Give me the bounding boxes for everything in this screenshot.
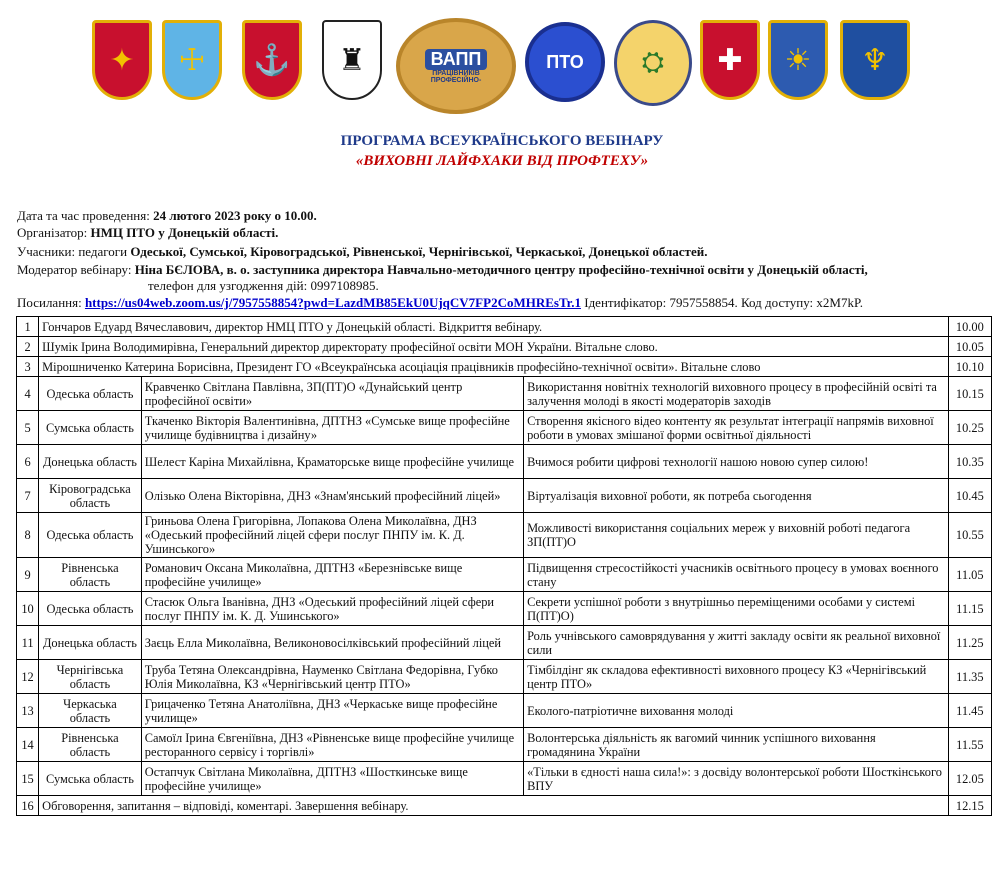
row-number: 11: [17, 626, 39, 660]
row-region: Одеська область: [39, 592, 142, 626]
row-speaker: Романович Оксана Миколаївна, ДПТНЗ «Березнівське вище професійне училище»: [141, 558, 523, 592]
row-speaker: Шелест Каріна Михайлівна, Краматорське вище професійне училище: [141, 445, 523, 479]
row-topic: Тімбілдінг як складова ефективності виховного процесу КЗ «Чернігівський центр ПТО»: [524, 660, 949, 694]
row-region: Рівненська область: [39, 728, 142, 762]
odesa-coat-of-arms-icon: ⚓: [242, 20, 302, 100]
row-time: 12.05: [948, 762, 991, 796]
row-speaker: Стасюк Ольга Іванівна, ДНЗ «Одеський професійний ліцей сфери послуг ПНПУ ім. К. Д. Ушинського»: [141, 592, 523, 626]
date-line: [17, 207, 992, 224]
table-row: [17, 377, 992, 411]
table-row: [17, 411, 992, 445]
row-region: Рівненська область: [39, 558, 142, 592]
row-region: Кіровоградська область: [39, 479, 142, 513]
row-number: 12: [17, 660, 39, 694]
row-number: 16: [17, 796, 39, 816]
row-speaker: Самоїл Ірина Євгеніївна, ДНЗ «Рівненське вище професійне училище ресторанного сервісу і торгівлі»: [141, 728, 523, 762]
row-time: 10.45: [948, 479, 991, 513]
moderator-line: [17, 261, 992, 278]
table-row: [17, 479, 992, 513]
row-number: 8: [17, 513, 39, 558]
table-row: [17, 558, 992, 592]
table-row: [17, 660, 992, 694]
row-region: Сумська область: [39, 411, 142, 445]
row-topic: Секрети успішної роботи з внутрішньо переміщеними особами у системі П(ПТ)О): [524, 592, 949, 626]
link-label: Посилання:: [17, 295, 82, 310]
row-number: 4: [17, 377, 39, 411]
moderator-label: Модератор вебінару:: [17, 262, 132, 277]
table-row: [17, 626, 992, 660]
row-number: 1: [17, 317, 39, 337]
kirovohrad-coat-of-arms-icon: ✦: [92, 20, 152, 100]
vapp-logo-icon: [396, 18, 516, 114]
table-row: [17, 337, 992, 357]
participants-line: [17, 243, 992, 260]
chernihiv-coat-of-arms-icon: ♜: [322, 20, 382, 100]
pto-logo-icon: [525, 22, 605, 102]
participants-label: Учасники:: [17, 244, 76, 259]
row-topic: Підвищення стресостійкості учасників освітнього процесу в умовах воєнного стану: [524, 558, 949, 592]
date-value: 24 лютого 2023 року о 10.00.: [153, 208, 317, 223]
row-speaker: Гриньова Олена Григорівна, Лопакова Олена Миколаївна, ДНЗ «Одеський професійний ліцей сфери послуг ПНПУ ім. К. Д. Ушинського»: [141, 513, 523, 558]
program-table-body: [17, 317, 992, 816]
row-region: Черкаська область: [39, 694, 142, 728]
row-speaker: Кравченко Світлана Павлівна, ЗП(ПТ)О «Дунайський центр професійної освіти»: [141, 377, 523, 411]
row-topic: Роль учнівського самоврядування у житті закладу освіти як реальної виховної сили: [524, 626, 949, 660]
table-row: [17, 357, 992, 377]
row-time: 10.15: [948, 377, 991, 411]
cherkasy-coat-of-arms-icon: ☀: [768, 20, 828, 100]
row-number: 14: [17, 728, 39, 762]
row-topic: Волонтерська діяльність як вагомий чинник успішного виховання громадянина України: [524, 728, 949, 762]
row-time: 10.05: [948, 337, 991, 357]
row-time: 10.55: [948, 513, 991, 558]
row-number: 13: [17, 694, 39, 728]
row-topic: Створення якісного відео контенту як результат інтеграції напрямів виховної роботи в умовах змішаної форми освітньої діяльності: [524, 411, 949, 445]
row-topic: Еколого-патріотичне виховання молоді: [524, 694, 949, 728]
row-number: 10: [17, 592, 39, 626]
table-row: [17, 694, 992, 728]
table-row: [17, 728, 992, 762]
donetsk-coat-of-arms-icon: ♆: [840, 20, 910, 100]
row-topic: Віртуалізація виховної роботи, як потреба сьогодення: [524, 479, 949, 513]
row-number: 5: [17, 411, 39, 445]
row-region: Донецька область: [39, 445, 142, 479]
row-time: 10.25: [948, 411, 991, 445]
table-row: [17, 445, 992, 479]
row-number: 2: [17, 337, 39, 357]
row-time: 10.00: [948, 317, 991, 337]
row-text: Обговорення, запитання – відповіді, коментарі. Завершення вебінару.: [39, 796, 949, 816]
row-region: Одеська область: [39, 377, 142, 411]
program-title: ПРОГРАМА ВСЕУКРАЇНСЬКОГО ВЕБІНАРУ: [340, 133, 664, 149]
vapp-line1: ПРАЦІВНИКІВ: [432, 69, 480, 77]
table-row: [17, 762, 992, 796]
meeting-id: Ідентифікатор: 7957558854. Код доступу: x2M7kP.: [584, 295, 863, 310]
row-number: 15: [17, 762, 39, 796]
moderator-phone: телефон для узгодження дій: 0997108985.: [148, 278, 379, 293]
participants-value: Одеської, Сумської, Кіровоградської, Рівненської, Чернігівської, Черкаської, Донецької областей.: [130, 244, 708, 259]
row-topic: Використання новітніх технологій виховного процесу в професійній освіті та залучення молоді в якості модераторів заходів: [524, 377, 949, 411]
moderator-value: Ніна БЄЛОВА, в. о. заступника директора Навчально-методичного центру професійно-технічної освіти у Донецькій області,: [134, 262, 868, 277]
organizer-label: Організатор:: [17, 225, 88, 240]
row-time: 11.45: [948, 694, 991, 728]
row-time: 11.15: [948, 592, 991, 626]
row-text: Шумік Ірина Володимирівна, Генеральний директор директорату професійної освіти МОН України. Вітальне слово.: [39, 337, 949, 357]
row-region: Чернігівська область: [39, 660, 142, 694]
logos-row: [0, 0, 1004, 120]
program-subtitle: «ВИХОВНІ ЛАЙФХАКИ ВІД ПРОФТЕХУ»: [355, 153, 649, 169]
organizer-value: НМЦ ПТО у Донецькій області.: [90, 225, 279, 240]
row-time: 11.25: [948, 626, 991, 660]
vapp-line2: ПРОФЕСІЙНО-: [430, 76, 482, 84]
row-region: Сумська область: [39, 762, 142, 796]
row-topic: Можливості використання соціальних мереж у виховній роботі педагога ЗП(ПТ)О: [524, 513, 949, 558]
pto-short: ПТО: [546, 51, 584, 72]
row-number: 9: [17, 558, 39, 592]
row-text: Мірошниченко Катерина Борисівна, Президент ГО «Всеукраїнська асоціація працівників професійно-технічної освіти». Вітальне слово: [39, 357, 949, 377]
row-speaker: Заєць Елла Миколаївна, Великоновосілківський професійний ліцей: [141, 626, 523, 660]
link-line: [17, 294, 992, 311]
rivne-coat-of-arms-icon: ✚: [700, 20, 760, 100]
row-time: 11.35: [948, 660, 991, 694]
program-table: [16, 316, 992, 816]
zoom-link[interactable]: https://us04web.zoom.us/j/7957558854?pwd=LazdMB85EkU0UjqCV7FP2CoMHREsTr.1: [84, 295, 581, 310]
row-speaker: Остапчук Світлана Миколаївна, ДПТНЗ «Шосткинське вище професійне училище»: [141, 762, 523, 796]
row-topic: «Тільки в єдності наша сила!»: з досвіду волонтерської роботи Шосткінського ВПУ: [524, 762, 949, 796]
row-topic: Вчимося робити цифрові технології нашою новою супер силою!: [524, 445, 949, 479]
table-row: [17, 796, 992, 816]
row-number: 3: [17, 357, 39, 377]
table-row: [17, 317, 992, 337]
nmc-pto-donetsk-logo-icon: ⛭: [614, 20, 692, 106]
table-row: [17, 592, 992, 626]
row-time: 11.05: [948, 558, 991, 592]
row-time: 11.55: [948, 728, 991, 762]
row-time: 10.10: [948, 357, 991, 377]
vapp-short: ВАПП: [425, 49, 488, 70]
row-time: 10.35: [948, 445, 991, 479]
row-speaker: Труба Тетяна Олександрівна, Науменко Світлана Федорівна, Губко Юлія Миколаївна, КЗ «Чернігівський центр ПТО»: [141, 660, 523, 694]
row-speaker: Ткаченко Вікторія Валентинівна, ДПТНЗ «Сумське вище професійне училище будівництва і дизайну»: [141, 411, 523, 445]
row-region: Донецька область: [39, 626, 142, 660]
row-text: Гончаров Едуард Вячеславович, директор НМЦ ПТО у Донецькій області. Відкриття вебінару.: [39, 317, 949, 337]
row-speaker: Грицаченко Тетяна Анатоліївна, ДНЗ «Черкаське вище професійне училище»: [141, 694, 523, 728]
participants-prefix: педагоги: [78, 244, 128, 259]
row-region: Одеська область: [39, 513, 142, 558]
date-label: Дата та час проведення:: [17, 208, 150, 223]
sumy-coat-of-arms-icon: ☩: [162, 20, 222, 100]
organizer-line: [17, 224, 992, 241]
row-speaker: Олізько Олена Вікторівна, ДНЗ «Знам'янський професійний ліцей»: [141, 479, 523, 513]
row-number: 7: [17, 479, 39, 513]
table-row: [17, 513, 992, 558]
row-number: 6: [17, 445, 39, 479]
row-time: 12.15: [948, 796, 991, 816]
